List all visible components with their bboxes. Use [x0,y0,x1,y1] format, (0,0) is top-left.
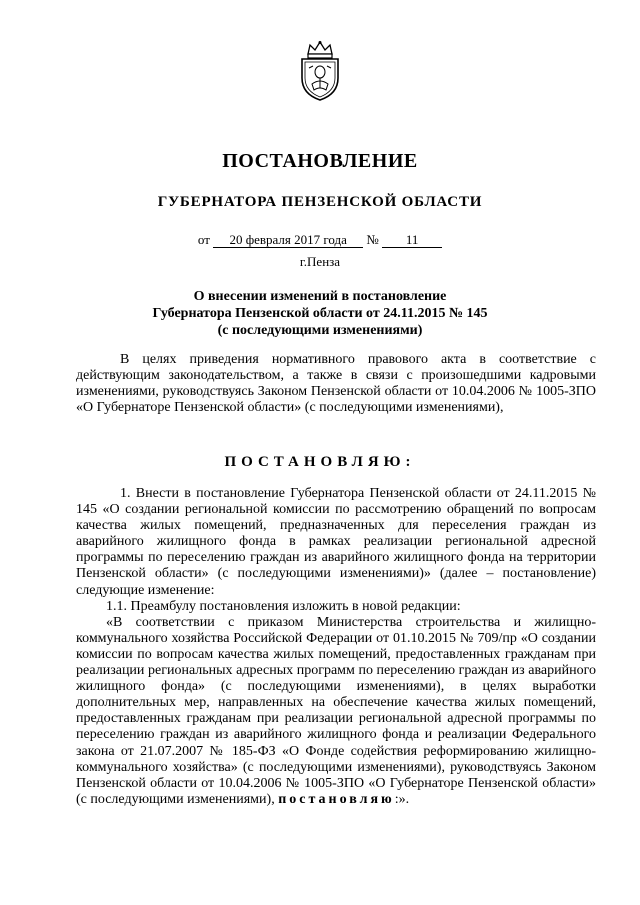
quoted-preamble-paragraph [76,615,596,808]
document-subtitle: ГУБЕРНАТОРА ПЕНЗЕНСКОЙ ОБЛАСТИ [157,194,483,210]
preamble-paragraph: В целях приведения нормативного правового акта в соответствие с действующим законодательством, а также в связи с произошедшими кадровыми изменениями, руководствуясь Законом Пензенской области от 10.04.2006 № 1005-ЗПО «О Губернаторе Пензенской области» (с последующими изменениями), [76,352,596,416]
date-number-line [0,232,640,248]
decree-word: ПОСТАНОВЛЯЮ: [224,454,416,470]
item-1-1-paragraph: 1.1. Преамбулу постановления изложить в новой редакции: [106,598,461,614]
item-1-paragraph: 1. Внести в постановление Губернатора Пензенской области от 24.11.2015 № 145 «О создании региональной комиссии по рассмотрению обращений по вопросам качества жилых помещений, предназначенных для переселения граждан из аварийного жилищного фонда в рамках реализации региональной адресной программы по переселению граждан из аварийного жилищного фонда на территории Пензенской области» (с последующими изменениями)» (далее – постановление) следующие изменение: [76,486,596,598]
document-number: 11 [382,233,442,248]
heading-line: (с последующими изменениями) [217,323,423,338]
date-prefix: от [197,232,210,247]
number-sign: № [366,232,379,247]
decree-body [76,486,596,808]
heading-line: О внесении изменений в постановление [193,289,447,304]
quoted-decree-word: постановляю [278,791,395,807]
quoted-end: :». [394,791,410,807]
document-date: 20 февраля 2017 года [213,233,363,248]
quoted-preamble-text: «В соответствии с приказом Министерства строительства и жилищно-коммунального хозяйства Российской Федерации от 01.10.2015 № 709/пр «О создании комиссии по вопросам качества жилых помещений, предоставленных гражданам при реализации региональных адресных программ по переселению граждан из аварийного жилищного фонда» (с последующими изменениями), в целях выработки дополнительных мер, направленных на обеспечение качества жилых помещений, предоставленных гражданам при реализации региональной адресной программы по переселению граждан из аварийного жилищного фонда и реализации Федерального закона от 21.07.2007 № 185-ФЗ «О Фонде содействия реформированию жилищно-коммунального хозяйства» (с последующими изменениями), руководствуясь Законом Пензенской области от 10.04.2006 № 1005-ЗПО «О Губернаторе Пензенской области» (с последующими изменениями), [76,614,596,807]
preamble-block [76,352,596,416]
coat-of-arms-emblem-icon [296,40,344,102]
document-city: г.Пенза [299,254,341,269]
heading-line: Губернатора Пензенской области от 24.11.2015 № 145 [152,306,488,321]
document-title: ПОСТАНОВЛЕНИЕ [222,150,418,172]
document-heading [0,288,640,339]
